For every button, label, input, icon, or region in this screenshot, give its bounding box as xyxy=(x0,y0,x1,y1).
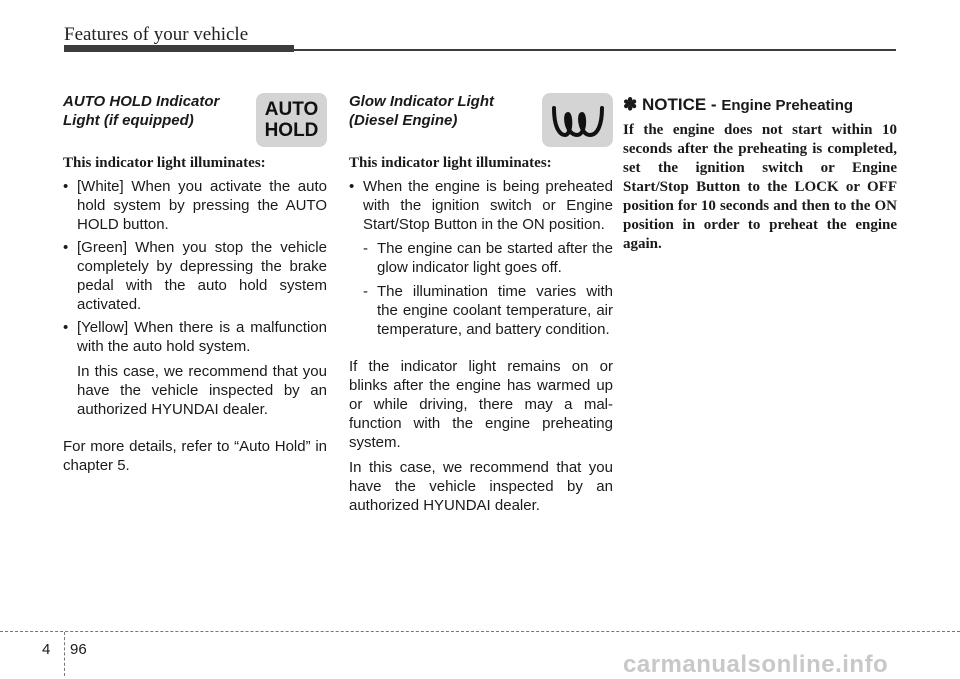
glow-title-line2: (Diesel Engine) xyxy=(349,112,458,129)
page-number: 96 xyxy=(70,641,87,658)
glow-paragraph-1: If the indicator light remains on or blinks after the engine has warmed up or while driving, there may a malfunction with the engine preheating system. xyxy=(349,358,613,451)
list-item: • [Green] When you stop the vehicle completely by depressing the brake pedal with the auto hold system activated. xyxy=(63,239,327,313)
glow-title-line1: Glow Indicator Light xyxy=(349,93,494,110)
sub-list-item: - The engine can be started after the glow indicator light goes off. xyxy=(363,240,613,276)
sub-text: The engine can be started after the glow indicator light goes off. xyxy=(377,240,613,276)
notice-title xyxy=(623,94,897,117)
auto-hold-reference: For more details, refer to “Auto Hold” in chapter 5. xyxy=(63,438,327,474)
sub-list-item: - The illumination time varies with the engine coolant temperature, air temperature, and battery condition. xyxy=(363,283,613,338)
auto-hold-title-line1: AUTO HOLD Indicator xyxy=(63,93,220,110)
glow-lead: This indicator light illuminates: xyxy=(349,155,552,171)
auto-hold-lead: This indicator light illuminates: xyxy=(63,155,266,171)
bullet-text: [Green] When you stop the vehicle completely by depressing the brake pedal with the auto hold system activated. xyxy=(77,239,327,313)
auto-hold-icon-text-2: HOLD xyxy=(264,120,319,141)
list-item: • [White] When you activate the auto hold system by pressing the AUTO HOLD button. xyxy=(63,178,327,233)
notice-label: NOTICE - xyxy=(641,95,717,114)
chapter-number: 4 xyxy=(42,641,51,658)
bullet-text: When the engine is being preheated with the ignition switch or Engine Start/Stop Button in the ON position. xyxy=(363,178,613,233)
bullet-text: [White] When you activate the auto hold system by pressing the AUTO HOLD button. xyxy=(77,178,327,233)
sub-text: The illumination time varies with the engine coolant temperature, air temperature, and battery condition. xyxy=(377,283,613,338)
bullet-continuation: In this case, we recommend that you have the vehicle inspected by an authorized HYUNDAI dealer. xyxy=(77,363,327,418)
header-rule xyxy=(64,49,896,51)
notice-section xyxy=(623,92,897,254)
glow-plug-coil-icon xyxy=(542,93,613,147)
footer-divider xyxy=(0,631,960,632)
page-header-title: Features of your vehicle xyxy=(64,24,249,45)
bullet-text: [Yellow] When there is a malfunction with the auto hold system. xyxy=(77,319,327,355)
notice-subject: Engine Preheating xyxy=(721,97,854,114)
auto-hold-indicator-icon xyxy=(256,93,327,147)
glow-paragraph-2: In this case, we recommend that you have the vehicle inspected by an authorized HYUNDAI dealer. xyxy=(349,459,613,514)
auto-hold-icon-text-1: AUTO xyxy=(264,99,319,120)
auto-hold-title xyxy=(63,92,243,148)
glow-title xyxy=(349,92,529,148)
list-item: • When the engine is being preheated with the ignition switch or Engine Start/Stop Button in the ON position. xyxy=(349,178,613,233)
notice-body: If the engine does not start within 10 seconds after the preheating is completed, set the ignition switch or Engine Start/Stop Button to the LOCK or OFF position for 10 seconds and then to the ON position in order to preheat the engine again. xyxy=(623,122,897,252)
list-item: • [Yellow] When there is a malfunction with the auto hold system. xyxy=(63,319,327,355)
auto-hold-title-line2: Light (if equipped) xyxy=(63,112,194,129)
notice-symbol-icon: ✽ xyxy=(623,95,638,114)
glow-indicator-section xyxy=(349,92,613,515)
auto-hold-section xyxy=(63,92,327,475)
footer-vertical-divider xyxy=(64,632,65,676)
watermark: carmanualsonline.info xyxy=(623,651,889,678)
